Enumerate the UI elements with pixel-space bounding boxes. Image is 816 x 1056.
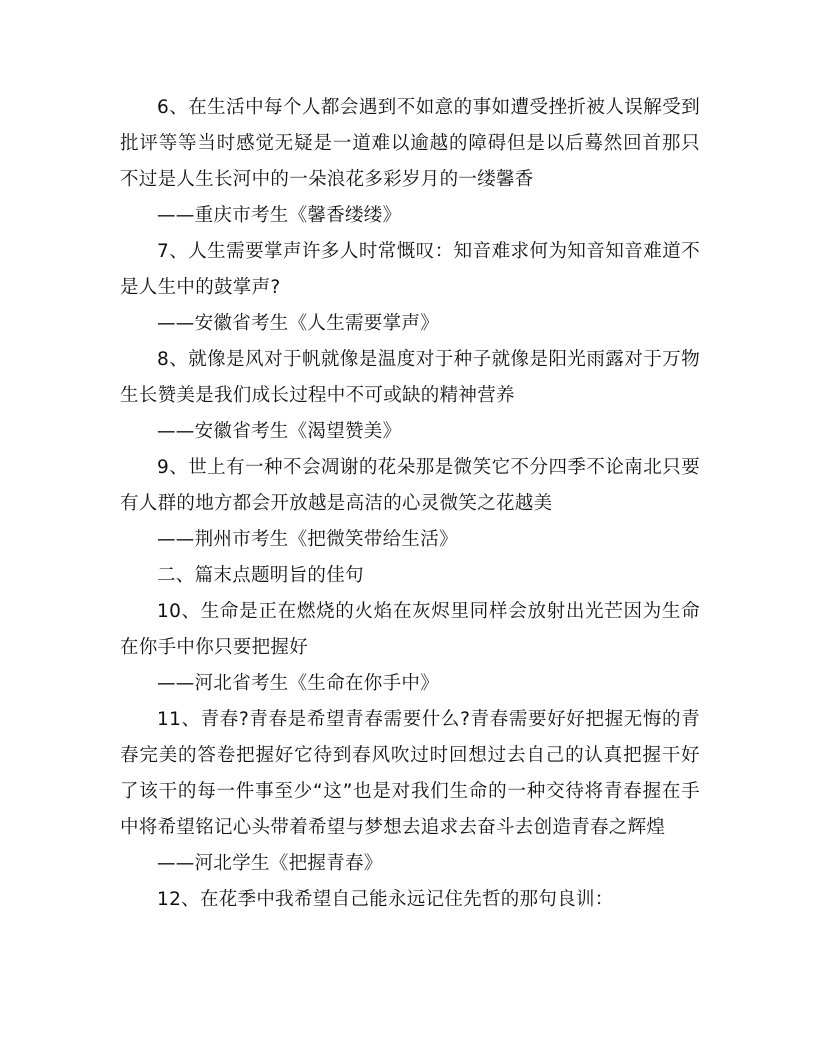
document-body [120,90,700,918]
quote-paragraph-6: 6、在生活中每个人都会遇到不如意的事如遭受挫折被人误解受到批评等等当时感觉无疑是一道难以逾越的障碍但是以后蓦然回首那只不过是人生长河中的一朵浪花多彩岁月的一缕馨香 [120,97,700,190]
quote-source-6: ——重庆市考生《馨香缕缕》 [157,205,402,226]
quote-source-10: ——河北省考生《生命在你手中》 [157,673,440,694]
quote-paragraph-9: 9、世上有一种不会凋谢的花朵那是微笑它不分四季不论南北只要有人群的地方都会开放越是高洁的心灵微笑之花越美 [120,457,700,514]
quote-source-8: ——安徽省考生《渴望赞美》 [157,421,402,442]
quote-source-7: ——安徽省考生《人生需要掌声》 [157,313,440,334]
quote-paragraph-8: 8、就像是风对于帆就像是温度对于种子就像是阳光雨露对于万物生长赞美是我们成长过程中不可或缺的精神营养 [120,349,700,406]
quote-paragraph-7: 7、人生需要掌声许多人时常慨叹：知音难求何为知音知音难道不是人生中的鼓掌声? [120,241,700,298]
quote-paragraph-10: 10、生命是正在燃烧的火焰在灰烬里同样会放射出光芒因为生命在你手中你只要把握好 [120,601,700,658]
quote-paragraph-11: 11、青春?青春是希望青春需要什么?青春需要好好把握无悔的青春完美的答卷把握好它待到春风吹过时回想过去自己的认真把握干好了该干的每一件事至少“这”也是对我们生命的一种交待将青春握在手中将希望铭记心头带着希望与梦想去追求去奋斗去创造青春之辉煌 [120,709,700,838]
quote-paragraph-12: 12、在花季中我希望自己能永远记住先哲的那句良训： [157,889,614,910]
quote-source-9: ——荆州市考生《把微笑带给生活》 [157,529,458,550]
section-heading: 二、篇末点题明旨的佳句 [157,565,364,586]
quote-source-11: ——河北学生《把握青春》 [157,853,383,874]
